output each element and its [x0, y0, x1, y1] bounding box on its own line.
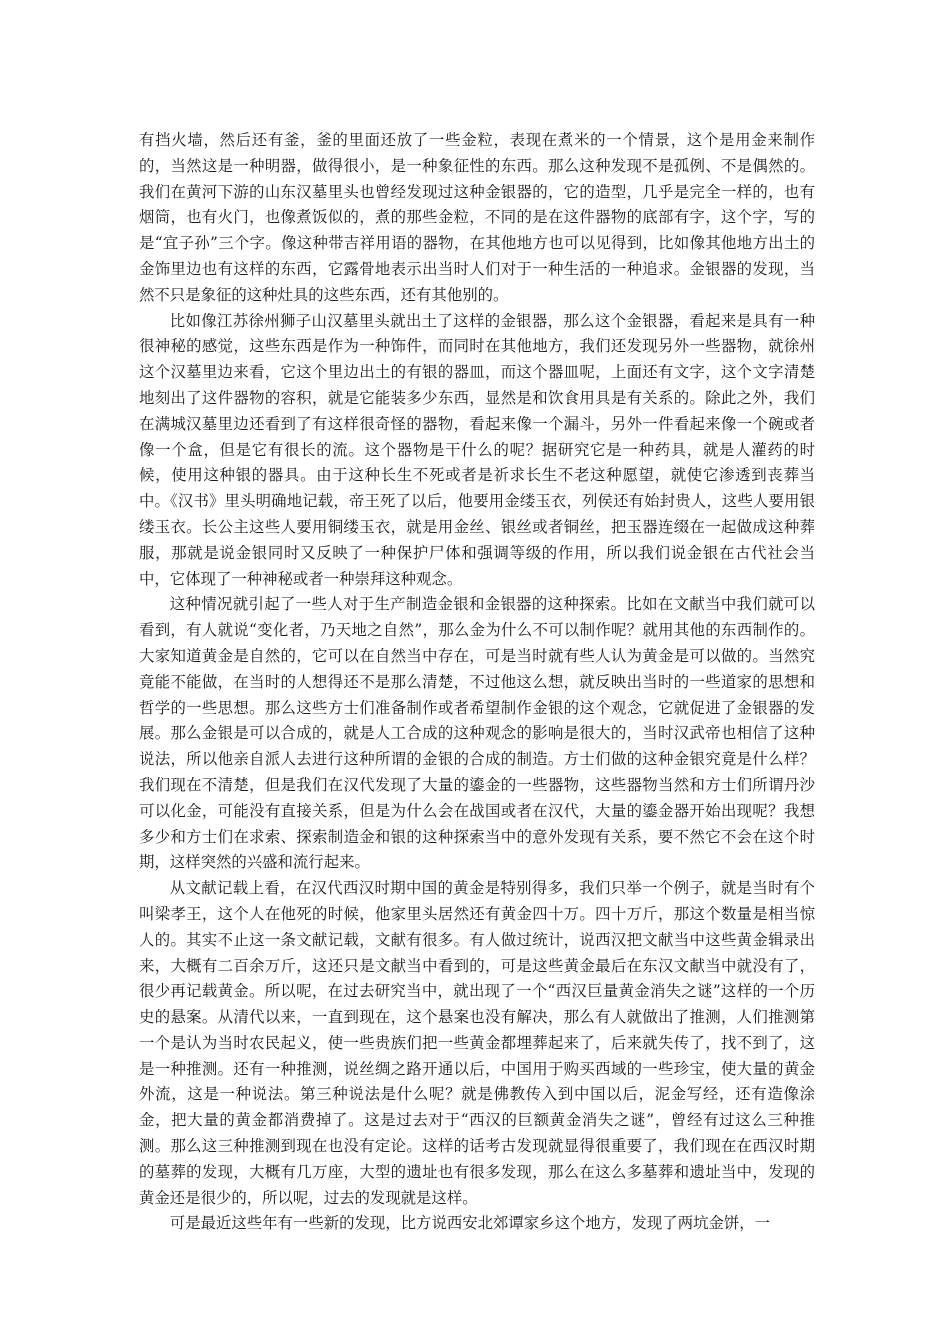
paragraph-alchemy: 这种情况就引起了一些人对于生产制造金银和金银器的这种探索。比如在文献当中我们就可以看到，有人就说“变化者，乃天地之自然”，那么金为什么不可以制作呢？就用其他的东西制作的。大家知道黄金是自然的，它可以在自然当中存在，可是当时就有些人认为黄金是可以做的。当然究竟能不能做，在当时的人想得还不是那么清楚，不过他这么想，就反映出当时的一些道家的思想和哲学的一些思想。那么这些方士们准备制作或者希望制作金银的这个观念，它就促进了金银器的发展。那么金银是可以合成的，就是人工合成的这种观念的影响是很大的，当时汉武帝也相信了这种说法，所以他亲自派人去进行这种所谓的金银的合成的制造。方士们做的这种金银究竟是什么样？我们现在不清楚，但是我们在汉代发现了大量的鎏金的一些器物，这些器物当然和方士们所谓丹沙可以化金，可能没有直接关系，但是为什么会在战国或者在汉代，大量的鎏金器开始出现呢？我想多少和方士们在求索、探索制造金和银的这种探索当中的意外发现有关系，要不然它不会在这个时期，这样突然的兴盛和流行起来。 — [139, 595, 815, 872]
paragraph-continued: 有挡火墙，然后还有釜，釜的里面还放了一些金粒，表现在煮米的一个情景，这个是用金来制作的，当然这是一种明器，做得很小，是一种象征性的东西。那么这种发现不是孤例、不是偶然的。我们在黄河下游的山东汉墓里头也曾经发现过这种金银器的，它的造型，几乎是完全一样的，也有烟筒，也有火门，也像煮饭似的，煮的那些金粒，不同的是在这件器物的底部有字，这个字，写的是“宜子孙”三个字。像这种带吉祥用语的器物，在其他地方也可以见得到，比如像其他地方出土的金饰里边也有这样的东西，它露骨地表示出当时人们对于一种生活的一种追求。金银器的发现，当然不只是象征的这种灶具的这些东西，还有其他别的。 — [139, 131, 815, 304]
paragraph-xuzhou: 比如像江苏徐州狮子山汉墓里头就出土了这样的金银器，那么这个金银器，看起来是具有一种很神秘的感觉，这些东西是作为一种饰件，而同时在其他地方，我们还发现另外一些器物，就徐州这个汉墓里边来看，它这个里边出土的有银的器皿，而这个器皿呢，上面还有文字，这个文字清楚地刻出了这件器物的容积，就是它能装多少东西，显然是和饮食用具是有关系的。除此之外，我们在满城汉墓里边还看到了有这样很奇怪的器物，看起来像一个漏斗，另外一件看起来像一个碗或者像一个盒，但是它有很长的流。这个器物是干什么的呢？据研究它是一种药具，就是人灌药的时候，使用这种银的器具。由于这种长生不死或者是祈求长生不老这种愿望，就使它渗透到丧葬当中。《汉书》里头明确地记载，帝王死了以后，他要用金缕玉衣，列侯还有始封贵人，这些人要用银缕玉衣。长公主这些人要用铜缕玉衣，就是用金丝、银丝或者铜丝，把玉器连缀在一起做成这种葬服，那就是说金银同时又反映了一种保护尸体和强调等级的作用，所以我们说金银在古代社会当中，它体现了一种神秘或者一种崇拜这种观念。 — [139, 311, 815, 588]
paragraph-western-han-gold: 从文献记载上看，在汉代西汉时期中国的黄金是特别得多，我们只举一个例子，就是当时有个叫梁孝王，这个人在他死的时候，他家里头居然还有黄金四十万。四十万斤，那这个数量是相当惊人的。其实不止这一条文献记载，文献有很多。有人做过统计，说西汉把文献当中这些黄金辑录出来，大概有二百余万斤，这还只是文献当中看到的，可是这些黄金最后在东汉文献当中就没有了，很少再记载黄金。所以呢，在过去研究当中，就出现了一个“西汉巨量黄金消失之谜”这样的一个历史的悬案。从清代以来，一直到现在，这个悬案也没有解决，那么有人就做出了推测，人们推测第一个是认为当时农民起义，使一些贵族们把一些黄金都埋葬起来了，后来就失传了，找不到了，这是一种推测。还有一种推测，说丝绸之路开通以后，中国用于购买西域的一些珍宝，使大量的黄金外流，这是一种说法。第三种说法是什么呢？就是佛教传入到中国以后，泥金写经，还有造像涂金，把大量的黄金都消费掉了。这是过去对于“西汉的巨额黄金消失之谜”，曾经有过这么三种推测。那么这三种推测到现在也没有定论。这样的话考古发现就显得很重要了，我们现在在西汉时期的墓葬的发现，大概有几万座，大型的遗址也有很多发现，那么在这么多墓葬和遗址当中，发现的黄金还是很少的，所以呢，过去的发现就是这样。 — [139, 879, 815, 1207]
paragraph-new-discoveries: 可是最近这些年有一些新的发现，比方说西安北郊谭家乡这个地方，发现了两坑金饼，一 — [169, 1214, 771, 1233]
document-body — [139, 128, 815, 1237]
